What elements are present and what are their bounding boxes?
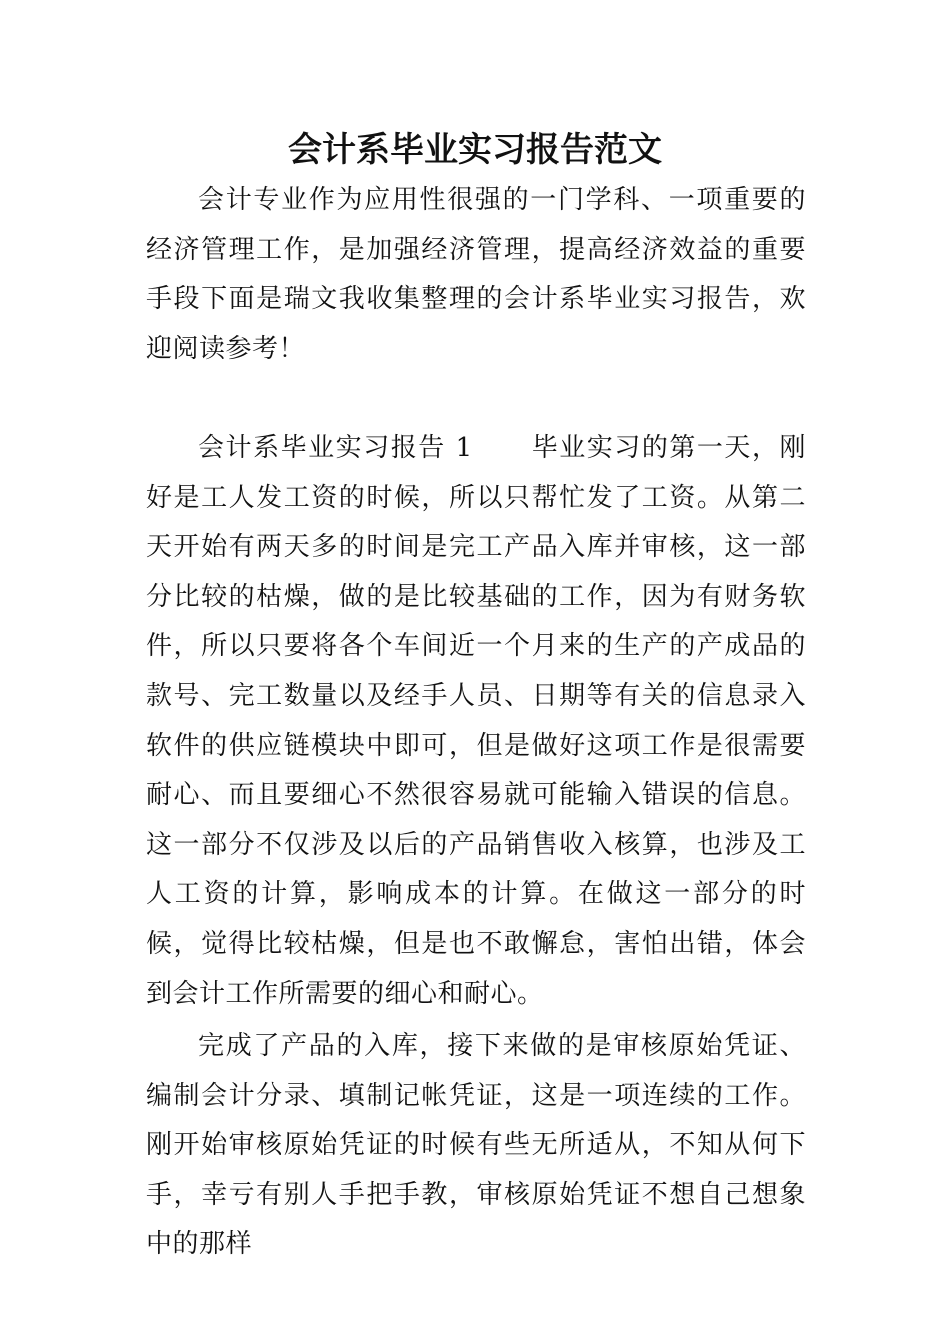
second-paragraph: 完成了产品的入库，接下来做的是审核原始凭证、编制会计分录、填制记帐凭证，这是一项连续的工作。刚开始审核原始凭证的时候有些无所适从，不知从何下手，幸亏有别人手把手教，审核原始凭证不想自己想象中的那样 (146, 1031, 806, 1260)
report1-paragraph (146, 424, 806, 1019)
document-title: 会计系毕业实习报告范文 (288, 130, 662, 170)
report1-heading: 会计系毕业实习报告 1 (198, 433, 473, 463)
report1-body: 毕业实习的第一天，刚好是工人发工资的时候，所以只帮忙发了工资。从第二天开始有两天多的时间是完工产品入库并审核，这一部分比较的枯燥，做的是比较基础的工作，因为有财务软件，所以只要将各个车间近一个月来的生产的产成品的款号、完工数量以及经手人员、日期等有关的信息录入软件的供应链模块中即可，但是做好这项工作是很需要耐心、而且要细心不然很容易就可能输入错误的信息。这一部分不仅涉及以后的产品销售收入核算，也涉及工人工资的计算，影响成本的计算。在做这一部分的时候，觉得比较枯燥，但是也不敢懈怠，害怕出错，体会到会计工作所需要的细心和耐心。 (146, 433, 806, 1009)
intro-paragraph: 会计专业作为应用性很强的一门学科、一项重要的经济管理工作，是加强经济管理，提高经济效益的重要手段下面是瑞文我收集整理的会计系毕业实习报告，欢迎阅读参考！ (146, 185, 806, 364)
